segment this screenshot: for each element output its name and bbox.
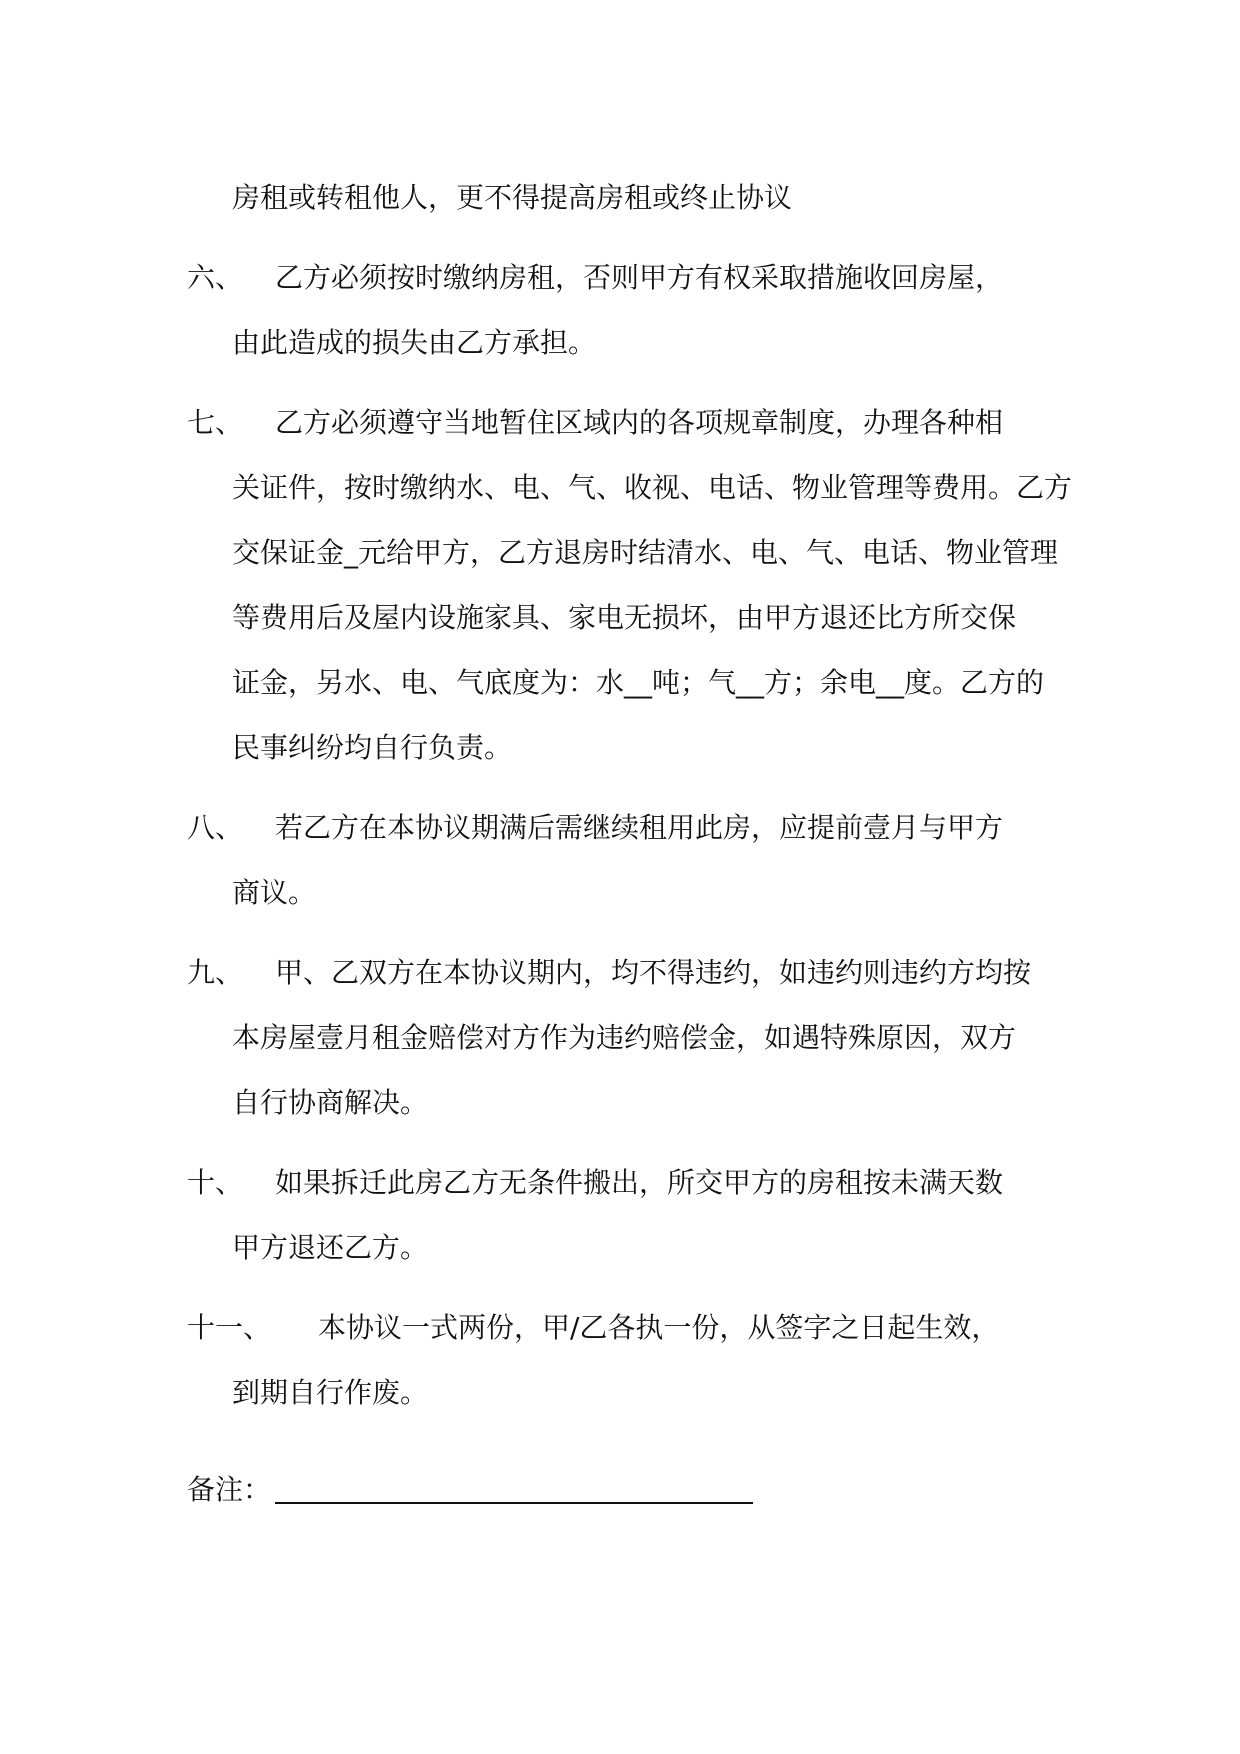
clause-7-line-6: 民事纠纷均自行负责。 bbox=[232, 731, 513, 764]
clause-9-line-2: 本房屋壹月租金赔偿对方作为违约赔偿金，如遇特殊原因，双方 bbox=[232, 1021, 1017, 1054]
clause-5-tail-line: 房租或转租他人，更不得提高房租或终止协议 bbox=[232, 181, 793, 214]
clause-6-number: 六、 bbox=[187, 261, 244, 294]
clause-7-line-5: 证金，另水、电、气底度为：水__吨；气__方；余电__度。乙方的 bbox=[232, 666, 1045, 699]
clause-6-line-2: 由此造成的损失由乙方承担。 bbox=[232, 326, 597, 359]
remark-label: 备注： bbox=[187, 1473, 272, 1506]
clause-7-line-2: 关证件，按时缴纳水、电、气、收视、电话、物业管理等费用。乙方 bbox=[232, 471, 1073, 504]
clause-9-line-1: 甲、乙双方在本协议期内，均不得违约，如违约则违约方均按 bbox=[275, 956, 1032, 989]
clause-6-line-1: 乙方必须按时缴纳房租，否则甲方有权采取措施收回房屋， bbox=[275, 261, 1004, 294]
clause-11-number: 十一、 bbox=[187, 1311, 272, 1344]
clause-7-line-4: 等费用后及屋内设施家具、家电无损坏，由甲方退还比方所交保 bbox=[232, 601, 1017, 634]
clause-10-line-1: 如果拆迁此房乙方无条件搬出，所交甲方的房租按未满天数 bbox=[275, 1166, 1004, 1199]
clause-8-number: 八、 bbox=[187, 811, 244, 844]
clause-10-line-2: 甲方退还乙方。 bbox=[232, 1231, 429, 1264]
clause-7-number: 七、 bbox=[187, 406, 244, 439]
clause-9-number: 九、 bbox=[187, 956, 244, 989]
clause-8-line-1: 若乙方在本协议期满后需继续租用此房，应提前壹月与甲方 bbox=[275, 811, 1004, 844]
clause-10-number: 十、 bbox=[187, 1166, 244, 1199]
clause-7-line-1: 乙方必须遵守当地暂住区域内的各项规章制度，办理各种相 bbox=[275, 406, 1004, 439]
clause-9-line-3: 自行协商解决。 bbox=[232, 1086, 429, 1119]
clause-7-line-3: 交保证金_元给甲方，乙方退房时结清水、电、气、电话、物业管理 bbox=[232, 536, 1059, 569]
clause-8-line-2: 商议。 bbox=[232, 876, 317, 909]
clause-11-line-2: 到期自行作废。 bbox=[232, 1376, 429, 1409]
clause-11-line-1: 本协议一式两份，甲/乙各执一份，从签字之日起生效， bbox=[318, 1311, 1000, 1344]
remark-blank-line bbox=[275, 1502, 753, 1504]
